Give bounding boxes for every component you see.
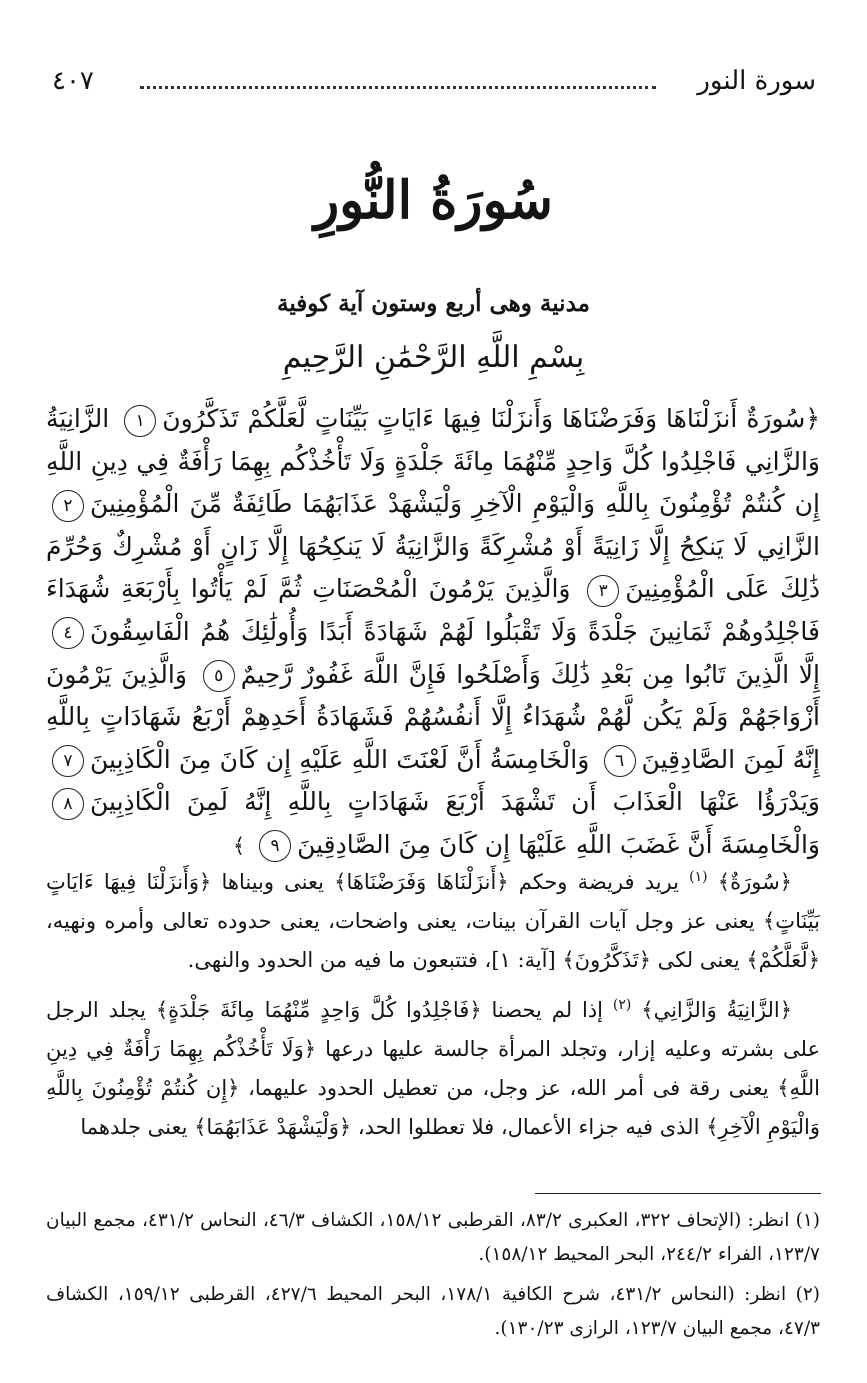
- ayah-number-marker: ٣: [587, 575, 619, 607]
- tafsir-paragraph: ﴿الزَّانِيَةُ وَالزَّانِي﴾ $^{(٢)}$ إذا لم يحصنا ﴿فَاجْلِدُوا كُلَّ وَاحِدٍ مِّنْهُمَا مِائَةَ جَلْدَةٍ﴾ يجلد الرجل على بشرته وعليه إزار، وتجلد المرأة جالسة عليها درعها ﴿وَلَا تَأْخُذْكُم بِهِمَا رَأْفَةٌ فِي دِينِ اللَّهِ﴾ يعنى رقة فى أمر الله، عز وجل، من تعطيل الحدود عليهما، ﴿إِن كُنتُمْ تُؤْمِنُونَ بِاللَّهِ وَالْيَوْمِ الْآخِرِ﴾ الذى فيه جزاء الأعمال، فلا تعطلوا الحد، ﴿وَلْيَشْهَدْ عَذَابَهُمَا﴾ يعنى جلدهما: [46, 997, 820, 1139]
- verse: ﴿سُورَةٌ أَنزَلْنَاهَا وَفَرَضْنَاهَا وَأَنزَلْنَا فِيهَا ءَايَاتٍ بَيِّنَاتٍ لَّعَلَّكُمْ تَذَكَّرُونَ١: [118, 404, 820, 433]
- tafsir-commentary: [46, 858, 820, 1153]
- verse: وَالْخَامِسَةَ أَنَّ غَضَبَ اللَّهِ عَلَيْهَا إِن كَانَ مِنَ الصَّادِقِينَ٩: [253, 830, 820, 859]
- footnote-ref: (١): [689, 869, 708, 885]
- ayah-number-marker: ٢: [52, 490, 84, 522]
- footnote: (٢) انظر: (النحاس ٤٣١/٢، شرح الكافية ١٧٨/١، البحر المحيط ٤٢٧/٦، القرطبى ١٥٩/١٢، الكشاف ٤٧/٣، مجمع البيان ١٢٣/٧، الرازى ١٣٠/٢٣).: [46, 1284, 820, 1339]
- footnote-ref: (٢): [612, 997, 632, 1013]
- quran-text-block: [46, 398, 820, 868]
- ayah-number-marker: ٦: [604, 745, 636, 777]
- header-leader-dots: [140, 86, 656, 89]
- verse: وَالْخَامِسَةُ أَنَّ لَعْنَتَ اللَّهِ عَلَيْهِ إِن كَانَ مِنَ الْكَاذِبِينَ٧: [46, 745, 589, 774]
- ayah-number-marker: ٩: [259, 830, 291, 862]
- revelation-info: مدنية وهى أربع وستون آية كوفية: [277, 290, 590, 317]
- verse: وَيَدْرَؤُا عَنْهَا الْعَذَابَ أَن تَشْهَدَ أَرْبَعَ شَهَادَاتٍ بِاللَّهِ إِنَّهُ لَمِنَ الْكَاذِبِينَ٨: [46, 787, 820, 816]
- page-number: ٤٠٧: [52, 66, 94, 96]
- basmala: بِسْمِ اللَّهِ الرَّحْمَٰنِ الرَّحِيمِ: [282, 340, 585, 375]
- header-surah-name: سورة النور: [697, 66, 816, 96]
- footnotes: [46, 1204, 820, 1352]
- verse: وَالَّذِينَ يَرْمُونَ أَزْوَاجَهُمْ وَلَمْ يَكُن لَّهُمْ شُهَدَاءُ إِلَّا أَنفُسُهُمْ فَشَهَادَةُ أَحَدِهِمْ أَرْبَعُ شَهَادَاتٍ بِاللَّهِ إِنَّهُ لَمِنَ الصَّادِقِينَ٦: [46, 660, 820, 774]
- ayah-number-marker: ٨: [52, 788, 84, 820]
- tafsir-paragraph: ﴿سُورَةٌ﴾ $^{(١)}$ يريد فريضة وحكم ﴿أَنزَلْنَاهَا وَفَرَضْنَاهَا﴾ يعنى وبيناها ﴿وَأَنزَلْنَا فِيهَا ءَايَاتٍ بَيِّنَاتٍ﴾ يعنى عز وجل آيات القرآن بينات، يعنى واضحات، يعنى حدوده تعالى وأمره ونهيه، ﴿لَّعَلَّكُمْ﴾ يعنى لكى ﴿تَذَكَّرُونَ﴾ [آية: ١]، فتتبعون ما فيه من الحدود والنهى.: [46, 869, 820, 972]
- footnote: (١) انظر: (الإتحاف ٣٢٢، العكبرى ٨٣/٢، القرطبى ١٥٨/١٢، الكشاف ٤٦/٣، النحاس ٤٣١/٢، مجمع البيان ١٢٣/٧، الفراء ٢٤٤/٢، البحر المحيط ١٥٨/١٢).: [46, 1210, 820, 1265]
- ayah-number-marker: ٥: [203, 660, 235, 692]
- running-header: [52, 62, 816, 102]
- surah-title: سُورَةُ النُّورِ: [314, 170, 553, 231]
- closing-bracket: ﴾: [232, 833, 246, 858]
- ayah-number-marker: ١: [124, 405, 156, 437]
- ayah-number-marker: ٤: [52, 617, 84, 649]
- verse: إِلَّا الَّذِينَ تَابُوا مِن بَعْدِ ذَٰلِكَ وَأَصْلَحُوا فَإِنَّ اللَّهَ غَفُورٌ رَّحِيمٌ٥: [197, 660, 820, 689]
- verse: الزَّانِيَةُ وَالزَّانِي فَاجْلِدُوا كُلَّ وَاحِدٍ مِّنْهُمَا مِائَةَ جَلْدَةٍ وَلَا تَأْخُذْكُم بِهِمَا رَأْفَةٌ فِي دِينِ اللَّهِ إِن كُنتُمْ تُؤْمِنُونَ بِاللَّهِ وَالْيَوْمِ الْآخِرِ وَلْيَشْهَدْ عَذَابَهُمَا طَائِفَةٌ مِّنَ الْمُؤْمِنِينَ٢: [46, 404, 820, 518]
- verse: وَالَّذِينَ يَرْمُونَ الْمُحْصَنَاتِ ثُمَّ لَمْ يَأْتُوا بِأَرْبَعَةِ شُهَدَاءَ فَاجْلِدُوهُمْ ثَمَانِينَ جَلْدَةً وَلَا تَقْبَلُوا لَهُمْ شَهَادَةً أَبَدًا وَأُولَٰئِكَ هُمُ الْفَاسِقُونَ٤: [46, 574, 820, 646]
- verse: الزَّانِي لَا يَنكِحُ إِلَّا زَانِيَةً أَوْ مُشْرِكَةً وَالزَّانِيَةُ لَا يَنكِحُهَا إِلَّا زَانٍ أَوْ مُشْرِكٌ وَحُرِّمَ ذَٰلِكَ عَلَى الْمُؤْمِنِينَ٣: [46, 532, 820, 604]
- ayah-number-marker: ٧: [52, 745, 84, 777]
- footnote-divider: [535, 1193, 821, 1194]
